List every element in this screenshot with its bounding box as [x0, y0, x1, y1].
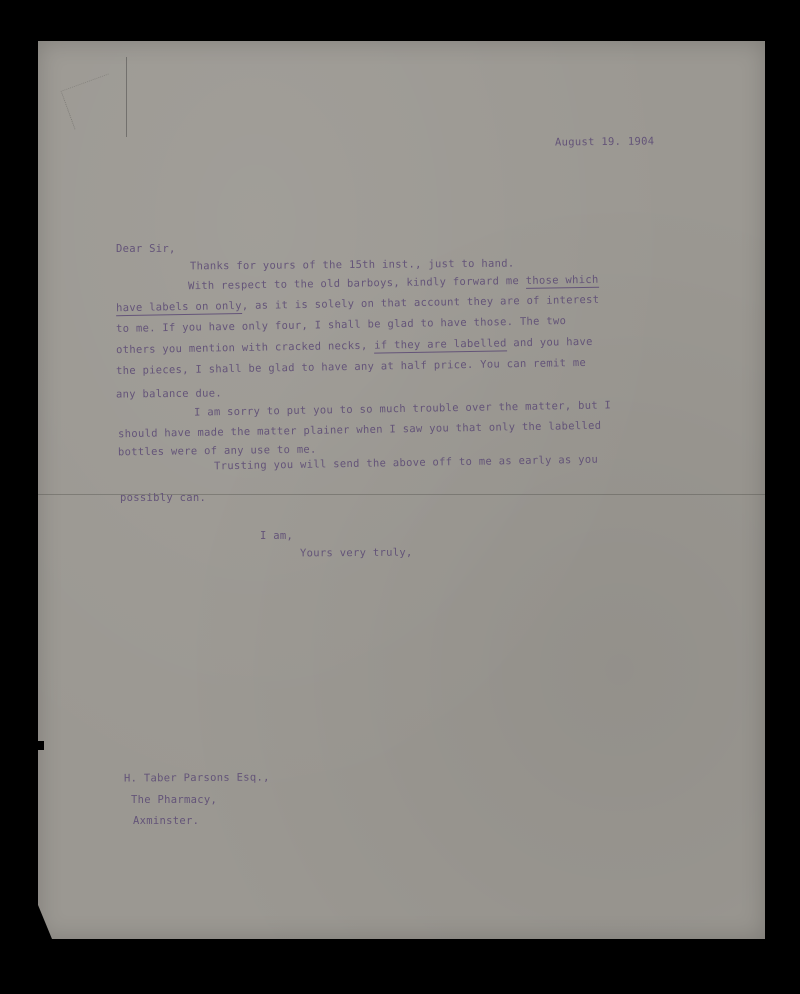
body-line: I am sorry to put you to so much trouble over the matter, but I: [193, 399, 612, 419]
body-line: possibly can.: [120, 492, 207, 504]
address-line: The Pharmacy,: [131, 794, 218, 806]
body-line: [116, 315, 566, 335]
body-line: [116, 294, 600, 314]
pencil-margin-mark: [126, 57, 127, 137]
text-run: and you have: [506, 335, 593, 350]
body-line: should have made the matter plainer when I saw you that only the labelled: [117, 419, 602, 441]
letter-date: August 19. 1904: [554, 135, 655, 149]
body-line: bottles were of any use to me.: [117, 443, 317, 459]
body-line: [116, 357, 586, 377]
body-line: [116, 387, 222, 400]
address-line: Axminster.: [133, 815, 200, 827]
letter-sheet: [38, 41, 765, 939]
body-line: [188, 274, 599, 292]
text-run: to me. If you have only four, I shall be glad to have those. The two: [115, 315, 567, 335]
body-line: Trusting you will send the above off to me as early as you: [213, 453, 599, 473]
body-line: [116, 336, 593, 356]
underlined-text: have labels on only: [115, 300, 242, 315]
text-run: , as it is solely on that account they are of interest: [241, 293, 600, 313]
closing-line: I am,: [260, 530, 294, 542]
address-line: H. Taber Parsons Esq.,: [123, 771, 270, 785]
text-run: any balance due.: [115, 387, 223, 401]
underlined-text: those which: [525, 273, 599, 287]
body-line: Thanks for yours of the 15th inst., just to hand.: [189, 257, 515, 273]
pencil-scribble: [61, 74, 123, 130]
text-run: the pieces, I shall be glad to have any at half price. You can remit me: [115, 356, 587, 378]
paper-edge-nick: [37, 741, 44, 750]
underlined-text: if they are labelled: [374, 337, 507, 352]
text-run: others you mention with cracked necks,: [115, 339, 375, 357]
folded-corner: [38, 905, 52, 939]
closing-line: Yours very truly,: [299, 546, 413, 560]
text-run: With respect to the old barboys, kindly forward me: [187, 274, 526, 293]
salutation: Dear Sir,: [116, 243, 176, 255]
